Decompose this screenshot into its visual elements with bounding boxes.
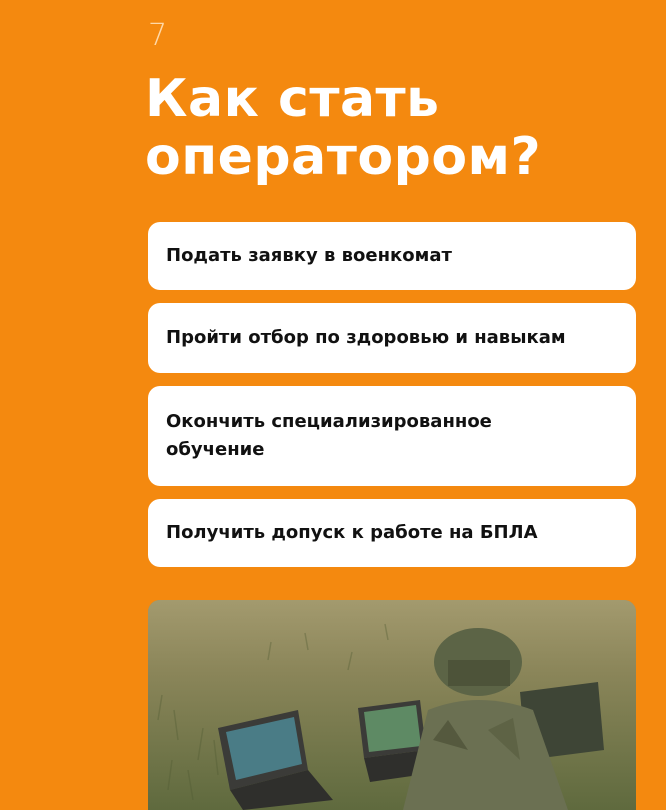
step-card-1 (148, 222, 636, 290)
step-3-line-1: Окончить специализированное (166, 411, 492, 432)
title-line-1: Как стать (145, 69, 440, 129)
step-card-2 (148, 303, 636, 373)
step-card-3 (148, 386, 636, 486)
vertical-side-banner (0, 0, 110, 800)
photo-illustration (148, 600, 636, 810)
page-title (145, 70, 541, 186)
title-line-2: оператором? (145, 127, 542, 187)
step-4-text: Получить допуск к работе на БПЛА (166, 522, 538, 543)
side-banner-text (100, 0, 110, 800)
step-card-4 (148, 499, 636, 567)
step-3-text (166, 408, 492, 464)
page-number: 7 (148, 18, 168, 53)
step-2-text: Пройти отбор по здоровью и навыкам (166, 327, 566, 348)
steps-list (148, 222, 636, 580)
step-1-text: Подать заявку в военкомат (166, 245, 452, 266)
step-3-line-2: обучение (166, 439, 265, 460)
drone-operators-photo (148, 600, 636, 810)
